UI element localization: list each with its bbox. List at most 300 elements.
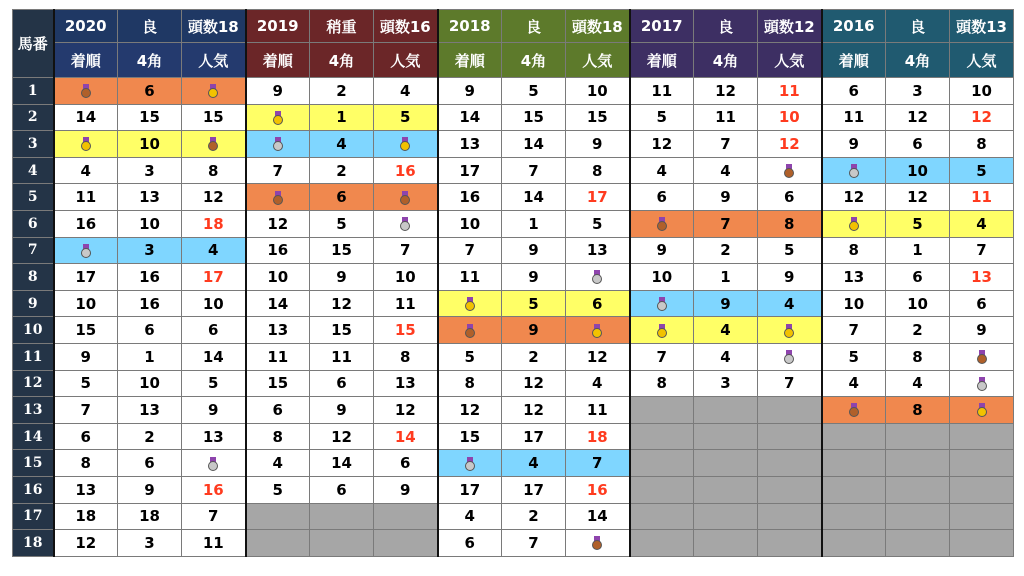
table-cell: 9 bbox=[822, 131, 886, 158]
table-cell: 1 bbox=[310, 104, 374, 131]
empty-cell bbox=[822, 503, 886, 530]
section-header-heads: 頭数18 bbox=[566, 10, 630, 43]
silver-medal-icon bbox=[566, 264, 630, 291]
table-cell: 12 bbox=[886, 184, 950, 211]
gold-medal-icon bbox=[246, 104, 310, 131]
table-cell: 10 bbox=[566, 78, 630, 105]
empty-cell bbox=[310, 530, 374, 557]
bronze-medal-icon bbox=[182, 131, 246, 158]
table-cell: 9 bbox=[502, 237, 566, 264]
table-cell: 10 bbox=[630, 264, 694, 291]
table-cell: 7 bbox=[694, 131, 758, 158]
silver-medal-icon bbox=[822, 157, 886, 184]
table-row bbox=[13, 476, 1014, 503]
table-cell: 15 bbox=[182, 104, 246, 131]
table-cell: 17 bbox=[502, 423, 566, 450]
table-cell: 14 bbox=[182, 343, 246, 370]
silver-medal-icon bbox=[182, 450, 246, 477]
section-header-year: 2017 bbox=[630, 10, 694, 43]
table-cell: 15 bbox=[118, 104, 182, 131]
table-cell: 2 bbox=[310, 157, 374, 184]
bronze-medal-icon bbox=[464, 324, 476, 338]
empty-cell bbox=[886, 503, 950, 530]
table-cell: 6 bbox=[118, 450, 182, 477]
table-cell: 15 bbox=[374, 317, 438, 344]
bronze-medal-icon bbox=[783, 164, 795, 178]
table-cell: 2 bbox=[310, 78, 374, 105]
horse-number: 4 bbox=[13, 157, 54, 184]
table-cell: 10 bbox=[758, 104, 822, 131]
table-cell: 3 bbox=[118, 530, 182, 557]
empty-cell bbox=[822, 530, 886, 557]
column-header: 人気 bbox=[566, 43, 630, 78]
table-cell: 14 bbox=[310, 450, 374, 477]
table-cell: 18 bbox=[118, 503, 182, 530]
table-cell: 11 bbox=[950, 184, 1014, 211]
race-results-table bbox=[12, 9, 1014, 557]
gold-medal-icon bbox=[822, 210, 886, 237]
table-cell: 9 bbox=[54, 343, 118, 370]
empty-cell bbox=[694, 476, 758, 503]
empty-cell bbox=[886, 450, 950, 477]
table-cell: 4 bbox=[566, 370, 630, 397]
bronze-medal-icon bbox=[758, 157, 822, 184]
horse-number: 11 bbox=[13, 343, 54, 370]
bronze-medal-icon bbox=[822, 397, 886, 424]
silver-medal-icon bbox=[848, 164, 860, 178]
table-cell: 13 bbox=[246, 317, 310, 344]
table-cell: 6 bbox=[374, 450, 438, 477]
horse-number: 8 bbox=[13, 264, 54, 291]
empty-cell bbox=[758, 503, 822, 530]
table-cell: 11 bbox=[758, 78, 822, 105]
silver-medal-icon bbox=[399, 217, 411, 231]
table-cell: 6 bbox=[822, 78, 886, 105]
empty-cell bbox=[630, 397, 694, 424]
gold-medal-icon bbox=[656, 324, 668, 338]
table-cell: 8 bbox=[822, 237, 886, 264]
table-cell: 13 bbox=[950, 264, 1014, 291]
table-cell: 9 bbox=[310, 264, 374, 291]
horse-number: 3 bbox=[13, 131, 54, 158]
table-cell: 7 bbox=[374, 237, 438, 264]
table-cell: 5 bbox=[502, 78, 566, 105]
table-cell: 5 bbox=[182, 370, 246, 397]
table-cell: 14 bbox=[374, 423, 438, 450]
table-cell: 9 bbox=[758, 264, 822, 291]
bronze-medal-icon bbox=[656, 217, 668, 231]
column-header: 4角 bbox=[694, 43, 758, 78]
table-cell: 6 bbox=[54, 423, 118, 450]
table-row bbox=[13, 503, 1014, 530]
bronze-medal-icon bbox=[848, 403, 860, 417]
table-cell: 14 bbox=[566, 503, 630, 530]
empty-cell bbox=[950, 476, 1014, 503]
column-header: 人気 bbox=[374, 43, 438, 78]
table-cell: 13 bbox=[54, 476, 118, 503]
table-cell: 10 bbox=[182, 290, 246, 317]
table-cell: 9 bbox=[502, 264, 566, 291]
gold-medal-icon bbox=[464, 297, 476, 311]
table-row bbox=[13, 397, 1014, 424]
silver-medal-icon bbox=[976, 377, 988, 391]
table-cell: 14 bbox=[502, 184, 566, 211]
table-cell: 12 bbox=[566, 343, 630, 370]
gold-medal-icon bbox=[976, 403, 988, 417]
column-header: 人気 bbox=[950, 43, 1014, 78]
bronze-medal-icon bbox=[591, 536, 603, 550]
table-cell: 8 bbox=[54, 450, 118, 477]
silver-medal-icon bbox=[80, 244, 92, 258]
table-cell: 6 bbox=[950, 290, 1014, 317]
table-cell: 6 bbox=[310, 184, 374, 211]
table-cell: 9 bbox=[118, 476, 182, 503]
table-cell: 16 bbox=[246, 237, 310, 264]
table-cell: 14 bbox=[246, 290, 310, 317]
table-cell: 2 bbox=[502, 343, 566, 370]
gold-medal-icon bbox=[272, 111, 284, 125]
table-cell: 13 bbox=[438, 131, 502, 158]
table-cell: 16 bbox=[118, 290, 182, 317]
table-cell: 4 bbox=[54, 157, 118, 184]
empty-cell bbox=[310, 503, 374, 530]
table-cell: 6 bbox=[118, 317, 182, 344]
silver-medal-icon bbox=[54, 237, 118, 264]
section-header-cond: 良 bbox=[118, 10, 182, 43]
table-cell: 4 bbox=[630, 157, 694, 184]
table-cell: 7 bbox=[182, 503, 246, 530]
table-cell: 2 bbox=[118, 423, 182, 450]
section-header-cond: 良 bbox=[886, 10, 950, 43]
empty-cell bbox=[886, 423, 950, 450]
column-header: 着順 bbox=[822, 43, 886, 78]
results-table-container bbox=[12, 9, 1013, 564]
bronze-medal-icon bbox=[246, 184, 310, 211]
table-cell: 5 bbox=[630, 104, 694, 131]
table-cell: 3 bbox=[118, 237, 182, 264]
gold-medal-icon bbox=[374, 131, 438, 158]
table-cell: 13 bbox=[118, 397, 182, 424]
empty-cell bbox=[694, 530, 758, 557]
table-cell: 7 bbox=[630, 343, 694, 370]
empty-cell bbox=[950, 450, 1014, 477]
horse-number: 13 bbox=[13, 397, 54, 424]
table-cell: 7 bbox=[822, 317, 886, 344]
gold-medal-icon bbox=[591, 324, 603, 338]
table-row bbox=[13, 237, 1014, 264]
table-cell: 4 bbox=[822, 370, 886, 397]
table-cell: 18 bbox=[566, 423, 630, 450]
table-cell: 13 bbox=[182, 423, 246, 450]
table-cell: 18 bbox=[182, 210, 246, 237]
gold-medal-icon bbox=[848, 217, 860, 231]
table-cell: 10 bbox=[438, 210, 502, 237]
empty-cell bbox=[630, 503, 694, 530]
table-cell: 9 bbox=[950, 317, 1014, 344]
table-cell: 12 bbox=[502, 370, 566, 397]
table-row bbox=[13, 290, 1014, 317]
table-cell: 17 bbox=[566, 184, 630, 211]
table-cell: 5 bbox=[886, 210, 950, 237]
section-header-heads: 頭数12 bbox=[758, 10, 822, 43]
empty-cell bbox=[822, 450, 886, 477]
silver-medal-icon bbox=[950, 370, 1014, 397]
table-cell: 11 bbox=[54, 184, 118, 211]
table-cell: 16 bbox=[566, 476, 630, 503]
table-cell: 6 bbox=[438, 530, 502, 557]
horse-number: 12 bbox=[13, 370, 54, 397]
table-cell: 8 bbox=[374, 343, 438, 370]
table-cell: 7 bbox=[246, 157, 310, 184]
empty-cell bbox=[886, 530, 950, 557]
table-row bbox=[13, 264, 1014, 291]
horse-number: 18 bbox=[13, 530, 54, 557]
empty-cell bbox=[694, 397, 758, 424]
horse-number: 7 bbox=[13, 237, 54, 264]
section-header-year: 2016 bbox=[822, 10, 886, 43]
horse-number: 6 bbox=[13, 210, 54, 237]
section-header-year: 2020 bbox=[54, 10, 118, 43]
section-header-cond: 良 bbox=[694, 10, 758, 43]
table-cell: 12 bbox=[310, 423, 374, 450]
bronze-medal-icon bbox=[399, 191, 411, 205]
table-cell: 3 bbox=[118, 157, 182, 184]
table-cell: 10 bbox=[886, 290, 950, 317]
silver-medal-icon bbox=[374, 210, 438, 237]
horse-number: 1 bbox=[13, 78, 54, 105]
horse-number-header: 馬番 bbox=[13, 10, 54, 78]
table-cell: 16 bbox=[438, 184, 502, 211]
gold-medal-icon bbox=[758, 317, 822, 344]
silver-medal-icon bbox=[591, 270, 603, 284]
table-cell: 6 bbox=[886, 264, 950, 291]
table-cell: 7 bbox=[502, 157, 566, 184]
horse-number: 15 bbox=[13, 450, 54, 477]
table-cell: 5 bbox=[310, 210, 374, 237]
bronze-medal-icon bbox=[80, 84, 92, 98]
table-cell: 3 bbox=[886, 78, 950, 105]
silver-medal-icon bbox=[630, 290, 694, 317]
table-cell: 9 bbox=[566, 131, 630, 158]
horse-number: 16 bbox=[13, 476, 54, 503]
table-cell: 4 bbox=[694, 317, 758, 344]
column-header: 着順 bbox=[630, 43, 694, 78]
table-cell: 4 bbox=[246, 450, 310, 477]
empty-cell bbox=[694, 423, 758, 450]
bronze-medal-icon bbox=[54, 78, 118, 105]
table-cell: 8 bbox=[566, 157, 630, 184]
table-cell: 10 bbox=[118, 210, 182, 237]
table-cell: 6 bbox=[182, 317, 246, 344]
table-cell: 10 bbox=[886, 157, 950, 184]
table-cell: 9 bbox=[246, 78, 310, 105]
silver-medal-icon bbox=[758, 343, 822, 370]
gold-medal-icon bbox=[783, 324, 795, 338]
table-cell: 2 bbox=[694, 237, 758, 264]
table-cell: 8 bbox=[438, 370, 502, 397]
table-cell: 12 bbox=[438, 397, 502, 424]
table-cell: 11 bbox=[822, 104, 886, 131]
table-cell: 12 bbox=[694, 78, 758, 105]
empty-cell bbox=[630, 450, 694, 477]
horse-number: 2 bbox=[13, 104, 54, 131]
gold-medal-icon bbox=[182, 78, 246, 105]
table-cell: 4 bbox=[758, 290, 822, 317]
section-header-cond: 良 bbox=[502, 10, 566, 43]
table-cell: 6 bbox=[310, 476, 374, 503]
table-cell: 15 bbox=[310, 317, 374, 344]
table-cell: 6 bbox=[758, 184, 822, 211]
table-cell: 13 bbox=[374, 370, 438, 397]
table-cell: 4 bbox=[950, 210, 1014, 237]
table-cell: 7 bbox=[758, 370, 822, 397]
table-cell: 12 bbox=[502, 397, 566, 424]
table-cell: 5 bbox=[502, 290, 566, 317]
gold-medal-icon bbox=[630, 317, 694, 344]
table-cell: 3 bbox=[694, 370, 758, 397]
table-cell: 12 bbox=[758, 131, 822, 158]
table-cell: 7 bbox=[694, 210, 758, 237]
table-cell: 12 bbox=[630, 131, 694, 158]
table-cell: 17 bbox=[54, 264, 118, 291]
table-row bbox=[13, 343, 1014, 370]
table-cell: 17 bbox=[502, 476, 566, 503]
table-cell: 14 bbox=[502, 131, 566, 158]
table-cell: 11 bbox=[374, 290, 438, 317]
table-cell: 4 bbox=[374, 78, 438, 105]
table-cell: 6 bbox=[246, 397, 310, 424]
table-cell: 9 bbox=[694, 184, 758, 211]
table-cell: 11 bbox=[246, 343, 310, 370]
table-cell: 16 bbox=[54, 210, 118, 237]
table-row bbox=[13, 423, 1014, 450]
table-cell: 6 bbox=[310, 370, 374, 397]
empty-cell bbox=[822, 476, 886, 503]
table-cell: 17 bbox=[182, 264, 246, 291]
empty-cell bbox=[630, 530, 694, 557]
table-cell: 2 bbox=[502, 503, 566, 530]
column-header: 人気 bbox=[182, 43, 246, 78]
gold-medal-icon bbox=[207, 84, 219, 98]
empty-cell bbox=[246, 530, 310, 557]
table-cell: 4 bbox=[694, 157, 758, 184]
bronze-medal-icon bbox=[950, 343, 1014, 370]
table-cell: 9 bbox=[438, 78, 502, 105]
table-cell: 10 bbox=[246, 264, 310, 291]
gold-medal-icon bbox=[54, 131, 118, 158]
table-cell: 5 bbox=[246, 476, 310, 503]
table-cell: 6 bbox=[886, 131, 950, 158]
table-cell: 5 bbox=[54, 370, 118, 397]
empty-cell bbox=[950, 423, 1014, 450]
empty-cell bbox=[758, 423, 822, 450]
table-cell: 15 bbox=[310, 237, 374, 264]
table-cell: 5 bbox=[374, 104, 438, 131]
horse-number: 14 bbox=[13, 423, 54, 450]
empty-cell bbox=[758, 530, 822, 557]
table-cell: 8 bbox=[182, 157, 246, 184]
table-cell: 15 bbox=[54, 317, 118, 344]
section-header-heads: 頭数18 bbox=[182, 10, 246, 43]
table-cell: 17 bbox=[438, 476, 502, 503]
table-cell: 11 bbox=[694, 104, 758, 131]
empty-cell bbox=[630, 476, 694, 503]
table-cell: 12 bbox=[182, 184, 246, 211]
table-cell: 9 bbox=[310, 397, 374, 424]
table-cell: 13 bbox=[822, 264, 886, 291]
column-header: 4角 bbox=[886, 43, 950, 78]
table-cell: 12 bbox=[310, 290, 374, 317]
table-cell: 8 bbox=[886, 343, 950, 370]
table-row bbox=[13, 317, 1014, 344]
table-cell: 12 bbox=[886, 104, 950, 131]
gold-medal-icon bbox=[399, 137, 411, 151]
table-cell: 8 bbox=[758, 210, 822, 237]
table-cell: 12 bbox=[950, 104, 1014, 131]
section-header-year: 2019 bbox=[246, 10, 310, 43]
empty-cell bbox=[758, 476, 822, 503]
table-cell: 4 bbox=[886, 370, 950, 397]
bronze-medal-icon bbox=[630, 210, 694, 237]
table-cell: 16 bbox=[182, 476, 246, 503]
empty-cell bbox=[694, 450, 758, 477]
bronze-medal-icon bbox=[272, 191, 284, 205]
table-cell: 4 bbox=[502, 450, 566, 477]
table-cell: 6 bbox=[566, 290, 630, 317]
horse-number: 17 bbox=[13, 503, 54, 530]
table-cell: 9 bbox=[630, 237, 694, 264]
gold-medal-icon bbox=[566, 317, 630, 344]
table-cell: 15 bbox=[566, 104, 630, 131]
bronze-medal-icon bbox=[438, 317, 502, 344]
table-cell: 1 bbox=[118, 343, 182, 370]
table-cell: 7 bbox=[502, 530, 566, 557]
table-row bbox=[13, 370, 1014, 397]
column-header: 着順 bbox=[54, 43, 118, 78]
table-cell: 4 bbox=[694, 343, 758, 370]
section-header-heads: 頭数16 bbox=[374, 10, 438, 43]
table-cell: 10 bbox=[950, 78, 1014, 105]
section-header-year: 2018 bbox=[438, 10, 502, 43]
bronze-medal-icon bbox=[566, 530, 630, 557]
table-cell: 1 bbox=[886, 237, 950, 264]
gold-medal-icon bbox=[950, 397, 1014, 424]
table-cell: 8 bbox=[630, 370, 694, 397]
silver-medal-icon bbox=[656, 297, 668, 311]
column-header: 4角 bbox=[118, 43, 182, 78]
table-cell: 9 bbox=[182, 397, 246, 424]
gold-medal-icon bbox=[438, 290, 502, 317]
table-cell: 15 bbox=[438, 423, 502, 450]
table-cell: 10 bbox=[374, 264, 438, 291]
table-cell: 5 bbox=[758, 237, 822, 264]
empty-cell bbox=[950, 503, 1014, 530]
column-header: 着順 bbox=[438, 43, 502, 78]
table-row bbox=[13, 530, 1014, 557]
table-cell: 14 bbox=[438, 104, 502, 131]
table-cell: 17 bbox=[438, 157, 502, 184]
table-cell: 16 bbox=[118, 264, 182, 291]
empty-cell bbox=[374, 503, 438, 530]
bronze-medal-icon bbox=[374, 184, 438, 211]
silver-medal-icon bbox=[272, 137, 284, 151]
table-cell: 12 bbox=[54, 530, 118, 557]
table-cell: 7 bbox=[54, 397, 118, 424]
silver-medal-icon bbox=[246, 131, 310, 158]
table-cell: 16 bbox=[374, 157, 438, 184]
table-cell: 15 bbox=[502, 104, 566, 131]
table-row bbox=[13, 78, 1014, 105]
